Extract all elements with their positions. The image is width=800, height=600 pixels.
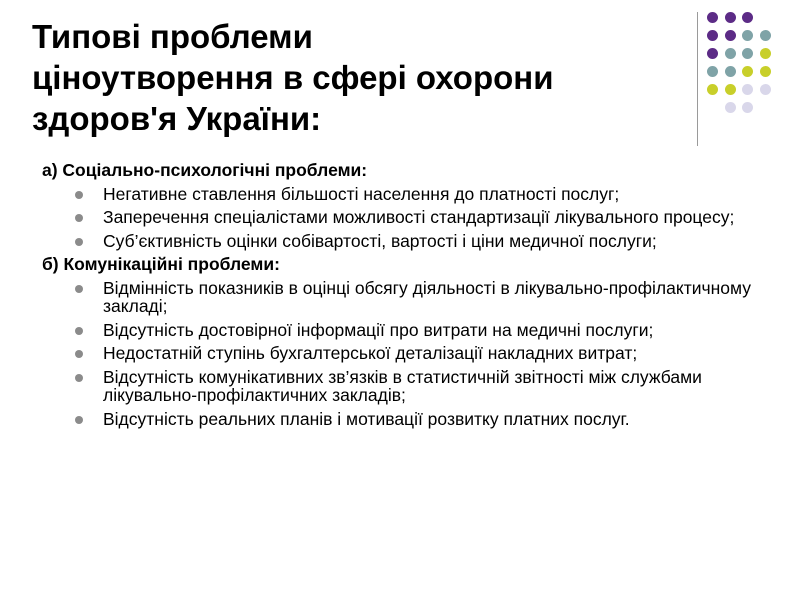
decorative-dot — [760, 84, 771, 95]
slide-title — [32, 16, 682, 139]
bullet-text: Суб’єктивність оцінки собівартості, вартості і ціни медичної послуги; — [103, 230, 657, 251]
decorative-dot — [707, 12, 718, 23]
bullet-item — [42, 344, 782, 363]
decorative-dot — [725, 102, 736, 113]
decorative-dot — [725, 12, 736, 23]
bullet-text: Відсутність достовірної інформації про витрати на медичні послуги; — [103, 319, 654, 340]
decorative-dot — [742, 30, 753, 41]
bullet-text: Відсутність комунікативних зв’язків в статистичній звітності між службами лікувально-профілактичних закладів; — [103, 366, 702, 405]
bullet-text: Негативне ставлення більшості населення до платності послуг; — [103, 183, 620, 204]
decorative-dot — [742, 66, 753, 77]
decorative-dot — [707, 84, 718, 95]
bullet-text: Заперечення спеціалістами можливості стандартизації лікувального процесу; — [103, 207, 735, 227]
section-communication — [42, 255, 782, 428]
decorative-dot — [707, 30, 718, 41]
decorative-dot — [742, 102, 753, 113]
bullet-text: Відмінність показників в оцінці обсягу діяльності в лікувально-профілактичному закладі; — [103, 277, 751, 316]
decorative-dot — [707, 66, 718, 77]
bullet-item — [42, 368, 782, 405]
decorative-dot-grid — [700, 12, 800, 132]
bullet-item — [42, 279, 782, 316]
decorative-dot — [742, 84, 753, 95]
decorative-dot — [707, 48, 718, 59]
bullet-item — [42, 185, 782, 204]
decorative-dot — [742, 48, 753, 59]
bullet-item — [42, 232, 782, 251]
bullet-list-b — [42, 279, 782, 429]
decorative-dot — [725, 84, 736, 95]
decorative-dot — [725, 48, 736, 59]
bullet-text: Відсутність реальних планів і мотивації розвитку платних послуг. — [103, 408, 630, 429]
bullet-text: Недостатній ступінь бухгалтерської деталізації накладних витрат; — [103, 343, 638, 363]
decorative-dot — [725, 66, 736, 77]
bullet-dot-icon — [75, 238, 83, 246]
decorative-divider-line — [697, 12, 698, 146]
bullet-item — [42, 321, 782, 340]
bullet-dot-icon — [75, 285, 83, 293]
bullet-dot-icon — [75, 416, 83, 424]
decorative-dot — [760, 66, 771, 77]
bullet-list-a — [42, 185, 782, 251]
bullet-dot-icon — [75, 350, 83, 358]
slide-content — [42, 161, 782, 433]
bullet-dot-icon — [75, 327, 83, 335]
bullet-dot-icon — [75, 374, 83, 382]
section-heading-a: а) Соціально-психологічні проблеми: — [42, 160, 368, 180]
decorative-dot — [760, 30, 771, 41]
decorative-dot — [760, 48, 771, 59]
section-social-psychological — [42, 161, 782, 250]
bullet-dot-icon — [75, 214, 83, 222]
title-line-1: Типові проблеми — [32, 18, 313, 55]
bullet-dot-icon — [75, 191, 83, 199]
title-line-3: здоров'я України: — [32, 100, 322, 137]
bullet-item — [42, 410, 782, 429]
decorative-dot — [742, 12, 753, 23]
bullet-item — [42, 208, 782, 227]
decorative-dot — [725, 30, 736, 41]
title-line-2: ціноутворення в сфері охорони — [32, 59, 554, 96]
section-heading-b: б) Комунікаційні проблеми: — [42, 254, 280, 274]
